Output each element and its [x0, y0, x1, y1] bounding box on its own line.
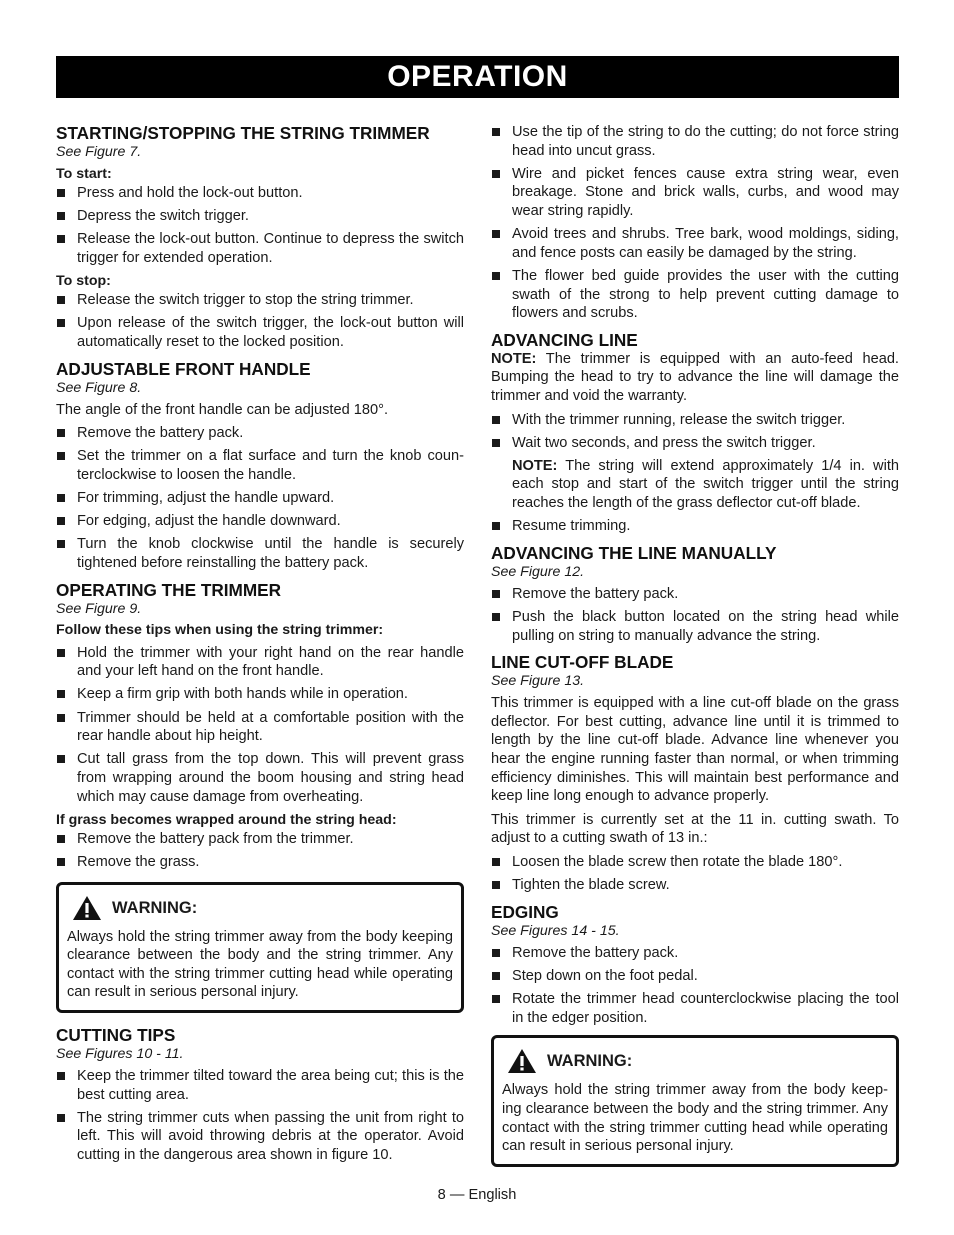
note-label: NOTE:	[512, 457, 558, 474]
resume-list	[491, 517, 899, 536]
list-item: For edging, adjust the handle downward.	[56, 512, 464, 531]
figure-reference: See Figure 8.	[56, 379, 142, 396]
list-item: Cut tall grass from the top down. This will prevent grass from wrapping around the boom housing and string head which may cause damage from overheating.	[56, 750, 464, 806]
list-item: Step down on the foot pedal.	[491, 967, 899, 986]
section-title-advancing: ADVANCING LINE	[491, 329, 638, 350]
warning-triangle-icon	[507, 1048, 537, 1074]
figure-reference: See Figure 12.	[491, 563, 585, 580]
figure-reference: See Figure 9.	[56, 600, 142, 617]
subheading-grass-wrapped: If grass becomes wrapped around the string head:	[56, 811, 397, 828]
advancing-list	[491, 411, 899, 453]
list-item: Avoid trees and shrubs. Tree bark, wood moldings, siding, and fence posts can easily be damaged by the string.	[491, 225, 899, 262]
cutting-continued-list	[491, 123, 899, 323]
list-item: Release the lock-out button. Continue to depress the switch trigger for extended operation.	[56, 230, 464, 267]
section-title-front-handle: ADJUSTABLE FRONT HANDLE	[56, 358, 311, 379]
list-item: Depress the switch trigger.	[56, 207, 464, 226]
note-label: NOTE:	[491, 350, 537, 367]
section-title-edging: EDGING	[491, 901, 559, 922]
list-item: The flower bed guide provides the user with the cutting swath of the strong to help prevent cutting damage to flowers and scrubs.	[491, 267, 899, 323]
section-title-starting: STARTING/STOPPING THE STRING TRIMMER	[56, 123, 430, 143]
section-title-manual: ADVANCING THE LINE MANUALLY	[491, 542, 777, 563]
warning-header	[507, 1048, 888, 1074]
list-item: Upon release of the switch trigger, the lock-out button will automatically reset to the locked position.	[56, 314, 464, 351]
list-item: Turn the knob clockwise until the handle is securely tightened before reinstalling the battery pack.	[56, 535, 464, 572]
note-text: The trimmer is equipped with an auto-feed head. Bumping the head to try to advance the line will damage the trimmer and void the warranty.	[491, 350, 899, 404]
front-handle-list	[56, 424, 464, 573]
warning-header	[72, 895, 453, 921]
list-item: Use the tip of the string to do the cutting; do not force string head into uncut grass.	[491, 123, 899, 160]
manual-list	[491, 585, 899, 645]
figure-reference: See Figure 13.	[491, 673, 585, 690]
list-item: Set the trimmer on a flat surface and turn the knob coun- terclockwise to loosen the handle.	[56, 447, 464, 484]
subheading-to-stop: To stop:	[56, 273, 111, 290]
list-item: Trimmer should be held at a comfortable position with the rear handle about hip height.	[56, 709, 464, 746]
list-item: Press and hold the lock-out button.	[56, 184, 464, 203]
page-banner: OPERATION	[56, 56, 899, 98]
figure-reference: See Figures 10 - 11.	[56, 1045, 184, 1062]
warning-box	[491, 1035, 899, 1166]
paragraph: This trimmer is currently set at the 11 in. cutting swath. To adjust to a cutting swath of 13 in.:	[491, 811, 899, 847]
list-item: Wait two seconds, and press the switch trigger.	[491, 434, 899, 453]
warning-box	[56, 882, 464, 1013]
section-title-operating: OPERATING THE TRIMMER	[56, 579, 282, 600]
start-list	[56, 184, 464, 268]
subheading-tips: Follow these tips when using the string trimmer:	[56, 621, 384, 638]
edging-list	[491, 944, 899, 1028]
list-item: Push the black button located on the string head while pulling on string to manually advance the string.	[491, 608, 899, 645]
paragraph: This trimmer is equipped with a line cut-off blade on the grass deflector. For best cutting, advance line until it is trimmed to length by the line cut-off blade. Advance line whenever you hear the engine running faster than normal, or when trimming efficiency diminishes. This will maintain best performance and keep line long enough to advance properly.	[491, 695, 899, 805]
list-item: Hold the trimmer with your right hand on the rear handle and your left hand on the front handle.	[56, 644, 464, 681]
indented-note	[491, 457, 899, 513]
warning-triangle-icon	[72, 895, 102, 921]
subheading-to-start: To start:	[56, 166, 112, 182]
list-item: Remove the grass.	[56, 853, 464, 872]
section-title-cutting: CUTTING TIPS	[56, 1024, 176, 1045]
figure-reference: See Figures 14 - 15.	[491, 922, 620, 939]
list-item: Keep the trimmer tilted toward the area being cut; this is the best cutting area.	[56, 1067, 464, 1104]
list-item: Remove the battery pack.	[491, 944, 899, 963]
grass-list	[56, 830, 464, 872]
list-item: With the trimmer running, release the switch trigger.	[491, 411, 899, 430]
list-item: Tighten the blade screw.	[491, 876, 899, 895]
cutoff-list	[491, 853, 899, 895]
right-column	[491, 123, 899, 1179]
cutting-list	[56, 1067, 464, 1165]
list-item: For trimming, adjust the handle upward.	[56, 489, 464, 508]
list-item: Rotate the trimmer head counterclockwise placing the tool in the edger position.	[491, 990, 899, 1027]
figure-reference: See Figure 7.	[56, 144, 142, 160]
page-footer: 8 — English	[437, 1187, 517, 1203]
list-item: Release the switch trigger to stop the string trimmer.	[56, 291, 464, 310]
warning-text: Always hold the string trimmer away from the body keeping clearance between the body and the string trimmer. Any contact with the string trimmer cutting head while operating can result in serious personal injury.	[67, 928, 453, 1001]
list-item: Resume trimming.	[491, 517, 899, 536]
operating-list	[56, 644, 464, 807]
list-item: Loosen the blade screw then rotate the blade 180°.	[491, 853, 899, 872]
list-item: Remove the battery pack.	[491, 585, 899, 604]
list-item: Remove the battery pack from the trimmer.	[56, 830, 464, 849]
warning-text: Always hold the string trimmer away from the body keep- ing clearance between the body and the string trimmer. Any contact with the string trimmer cutting head while operating can result in serious personal injury.	[502, 1082, 888, 1155]
stop-list	[56, 291, 464, 351]
warning-label: WARNING:	[112, 898, 198, 917]
list-item: Remove the battery pack.	[56, 424, 464, 443]
section-title-cutoff: LINE CUT-OFF BLADE	[491, 652, 674, 673]
list-item: Wire and picket fences cause extra string wear, even breakage. Stone and brick walls, curbs, and wood may wear string rapidly.	[491, 165, 899, 221]
paragraph: The angle of the front handle can be adjusted 180°.	[56, 401, 389, 418]
warning-label: WARNING:	[547, 1052, 633, 1071]
note-paragraph	[491, 350, 899, 406]
note-text: The string will extend approximately 1/4 in. with each stop and start of the switch trigger until the string reaches the length of the grass deflector cut-off blade.	[512, 457, 899, 512]
left-column	[56, 123, 464, 1169]
list-item: The string trimmer cuts when passing the unit from right to left. This will avoid throwing debris at the operator. Avoid cutting in the dangerous area shown in figure 10.	[56, 1109, 464, 1165]
list-item: Keep a firm grip with both hands while in operation.	[56, 685, 464, 704]
